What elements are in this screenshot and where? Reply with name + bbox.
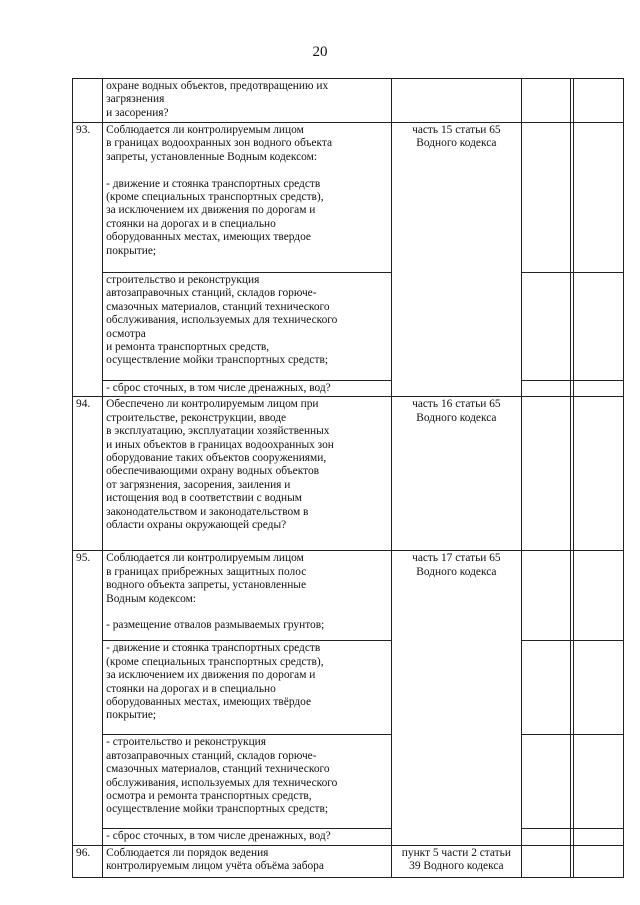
requirement-item: - сброс сточных, в том числе дренажных, вод? [106, 382, 331, 394]
requirement-cell [103, 829, 392, 845]
answer-no-cell[interactable] [573, 123, 623, 273]
legal-reference: пункт 5 части 2 статьи 39 Водного кодекса [392, 845, 521, 877]
answer-no-cell[interactable] [573, 79, 623, 123]
table-row-93-c [73, 381, 624, 397]
answer-no-cell[interactable] [573, 397, 623, 551]
requirement-text: охране водных объектов, предотвращению их загрязнения и засорения? [106, 80, 329, 119]
requirement-cell [103, 381, 392, 397]
table-row-95-c [73, 735, 624, 829]
requirement-item: - строительство и реконструкция автозаправочных станций, складов горюче- смазочных материалов, станций технического обслуживания, используемых для технического осмотра и ремонта транспортных средств, осуществление мойки транспортных средств; [106, 736, 338, 816]
requirement-cell [103, 845, 392, 877]
requirement-item: строительство и реконструкция автозаправочных станций, складов горюче- смазочных материалов, станций технического обслуживания, используемых для технического осмотра и ремонта транспортных средств, осуществление мойки транспортных средств; [106, 274, 338, 367]
requirement-cell [103, 273, 392, 381]
answer-no-cell[interactable] [573, 829, 623, 845]
row-number: 95. [73, 551, 103, 845]
answer-yes-cell[interactable] [521, 273, 570, 381]
row-number: 96. [73, 845, 103, 877]
requirement-cell [103, 397, 392, 551]
answer-yes-cell[interactable] [521, 381, 570, 397]
page-number: 20 [312, 44, 328, 60]
requirement-cell [103, 79, 392, 123]
answer-no-cell[interactable] [573, 551, 623, 641]
requirement-text: Обеспечено ли контролируемым лицом при строительстве, реконструкции, вводе в эксплуатацию, эксплуатации хозяйственных и иных объектов в границах водоохранных зон оборудование таких объектов сооружениями, обеспечивающими охрану водных объектов от загрязнения, засорения, заиления и истощения вод в соответствии с водным законодательством и законодательством в области охраны окружающей среды? [106, 398, 334, 532]
requirement-cell [103, 123, 392, 273]
answer-no-cell[interactable] [573, 273, 623, 381]
table-row-95-a [73, 551, 624, 641]
answer-no-cell[interactable] [573, 381, 623, 397]
answer-yes-cell[interactable] [521, 397, 570, 551]
answer-yes-cell[interactable] [521, 641, 570, 735]
requirement-item: - сброс сточных, в том числе дренажных, вод? [106, 830, 331, 843]
answer-yes-cell[interactable] [521, 845, 570, 877]
answer-no-cell[interactable] [573, 641, 623, 735]
requirement-cell [103, 735, 392, 829]
answer-yes-cell[interactable] [521, 829, 570, 845]
legal-reference: часть 15 статьи 65 Водного кодекса [392, 123, 521, 397]
legal-reference: часть 16 статьи 65 Водного кодекса [392, 397, 521, 551]
legal-reference: часть 17 статьи 65 Водного кодекса [392, 551, 521, 845]
legal-reference [392, 79, 521, 123]
requirement-text: Соблюдается ли контролируемым лицом в границах водоохранных зон водного объекта запреты, установленные Водным кодексом: [106, 124, 332, 163]
requirement-item: - движение и стоянка транспортных средств (кроме специальных транспортных средств), за исключением их движения по дорогам и стоянки на дорогах и в специально оборудованных местах, имеющих твёрдое покрытие; [106, 642, 324, 722]
table-row-96 [73, 845, 624, 877]
answer-no-cell[interactable] [573, 845, 623, 877]
answer-yes-cell[interactable] [521, 551, 570, 641]
row-number [73, 79, 103, 123]
requirement-item: - движение и стоянка транспортных средств (кроме специальных транспортных средств), за исключением их движения по дорогам и стоянки на дорогах и в специально оборудованных местах, имеющих твердое покрытие; [106, 177, 324, 257]
table-row-95-d [73, 829, 624, 845]
requirement-text: Соблюдается ли контролируемым лицом в границах прибрежных защитных полос водного объекта запреты, установленные Водным кодексом: [106, 552, 307, 605]
answer-no-cell[interactable] [573, 735, 623, 829]
table-row-continuation [73, 79, 624, 123]
checklist-table [72, 78, 624, 878]
requirement-item: - размещение отвалов размываемых грунтов; [106, 619, 325, 632]
row-number: 93. [73, 123, 103, 397]
row-number: 94. [73, 397, 103, 551]
requirement-cell [103, 551, 392, 641]
requirement-text: Соблюдается ли порядок ведения контролируемым лицом учёта объёма забора [106, 846, 324, 873]
answer-yes-cell[interactable] [521, 735, 570, 829]
answer-yes-cell[interactable] [521, 79, 570, 123]
table-row-93-a [73, 123, 624, 273]
requirement-cell [103, 641, 392, 735]
table-row-93-b [73, 273, 624, 381]
answer-yes-cell[interactable] [521, 123, 570, 273]
table-row-94 [73, 397, 624, 551]
table-row-95-b [73, 641, 624, 735]
